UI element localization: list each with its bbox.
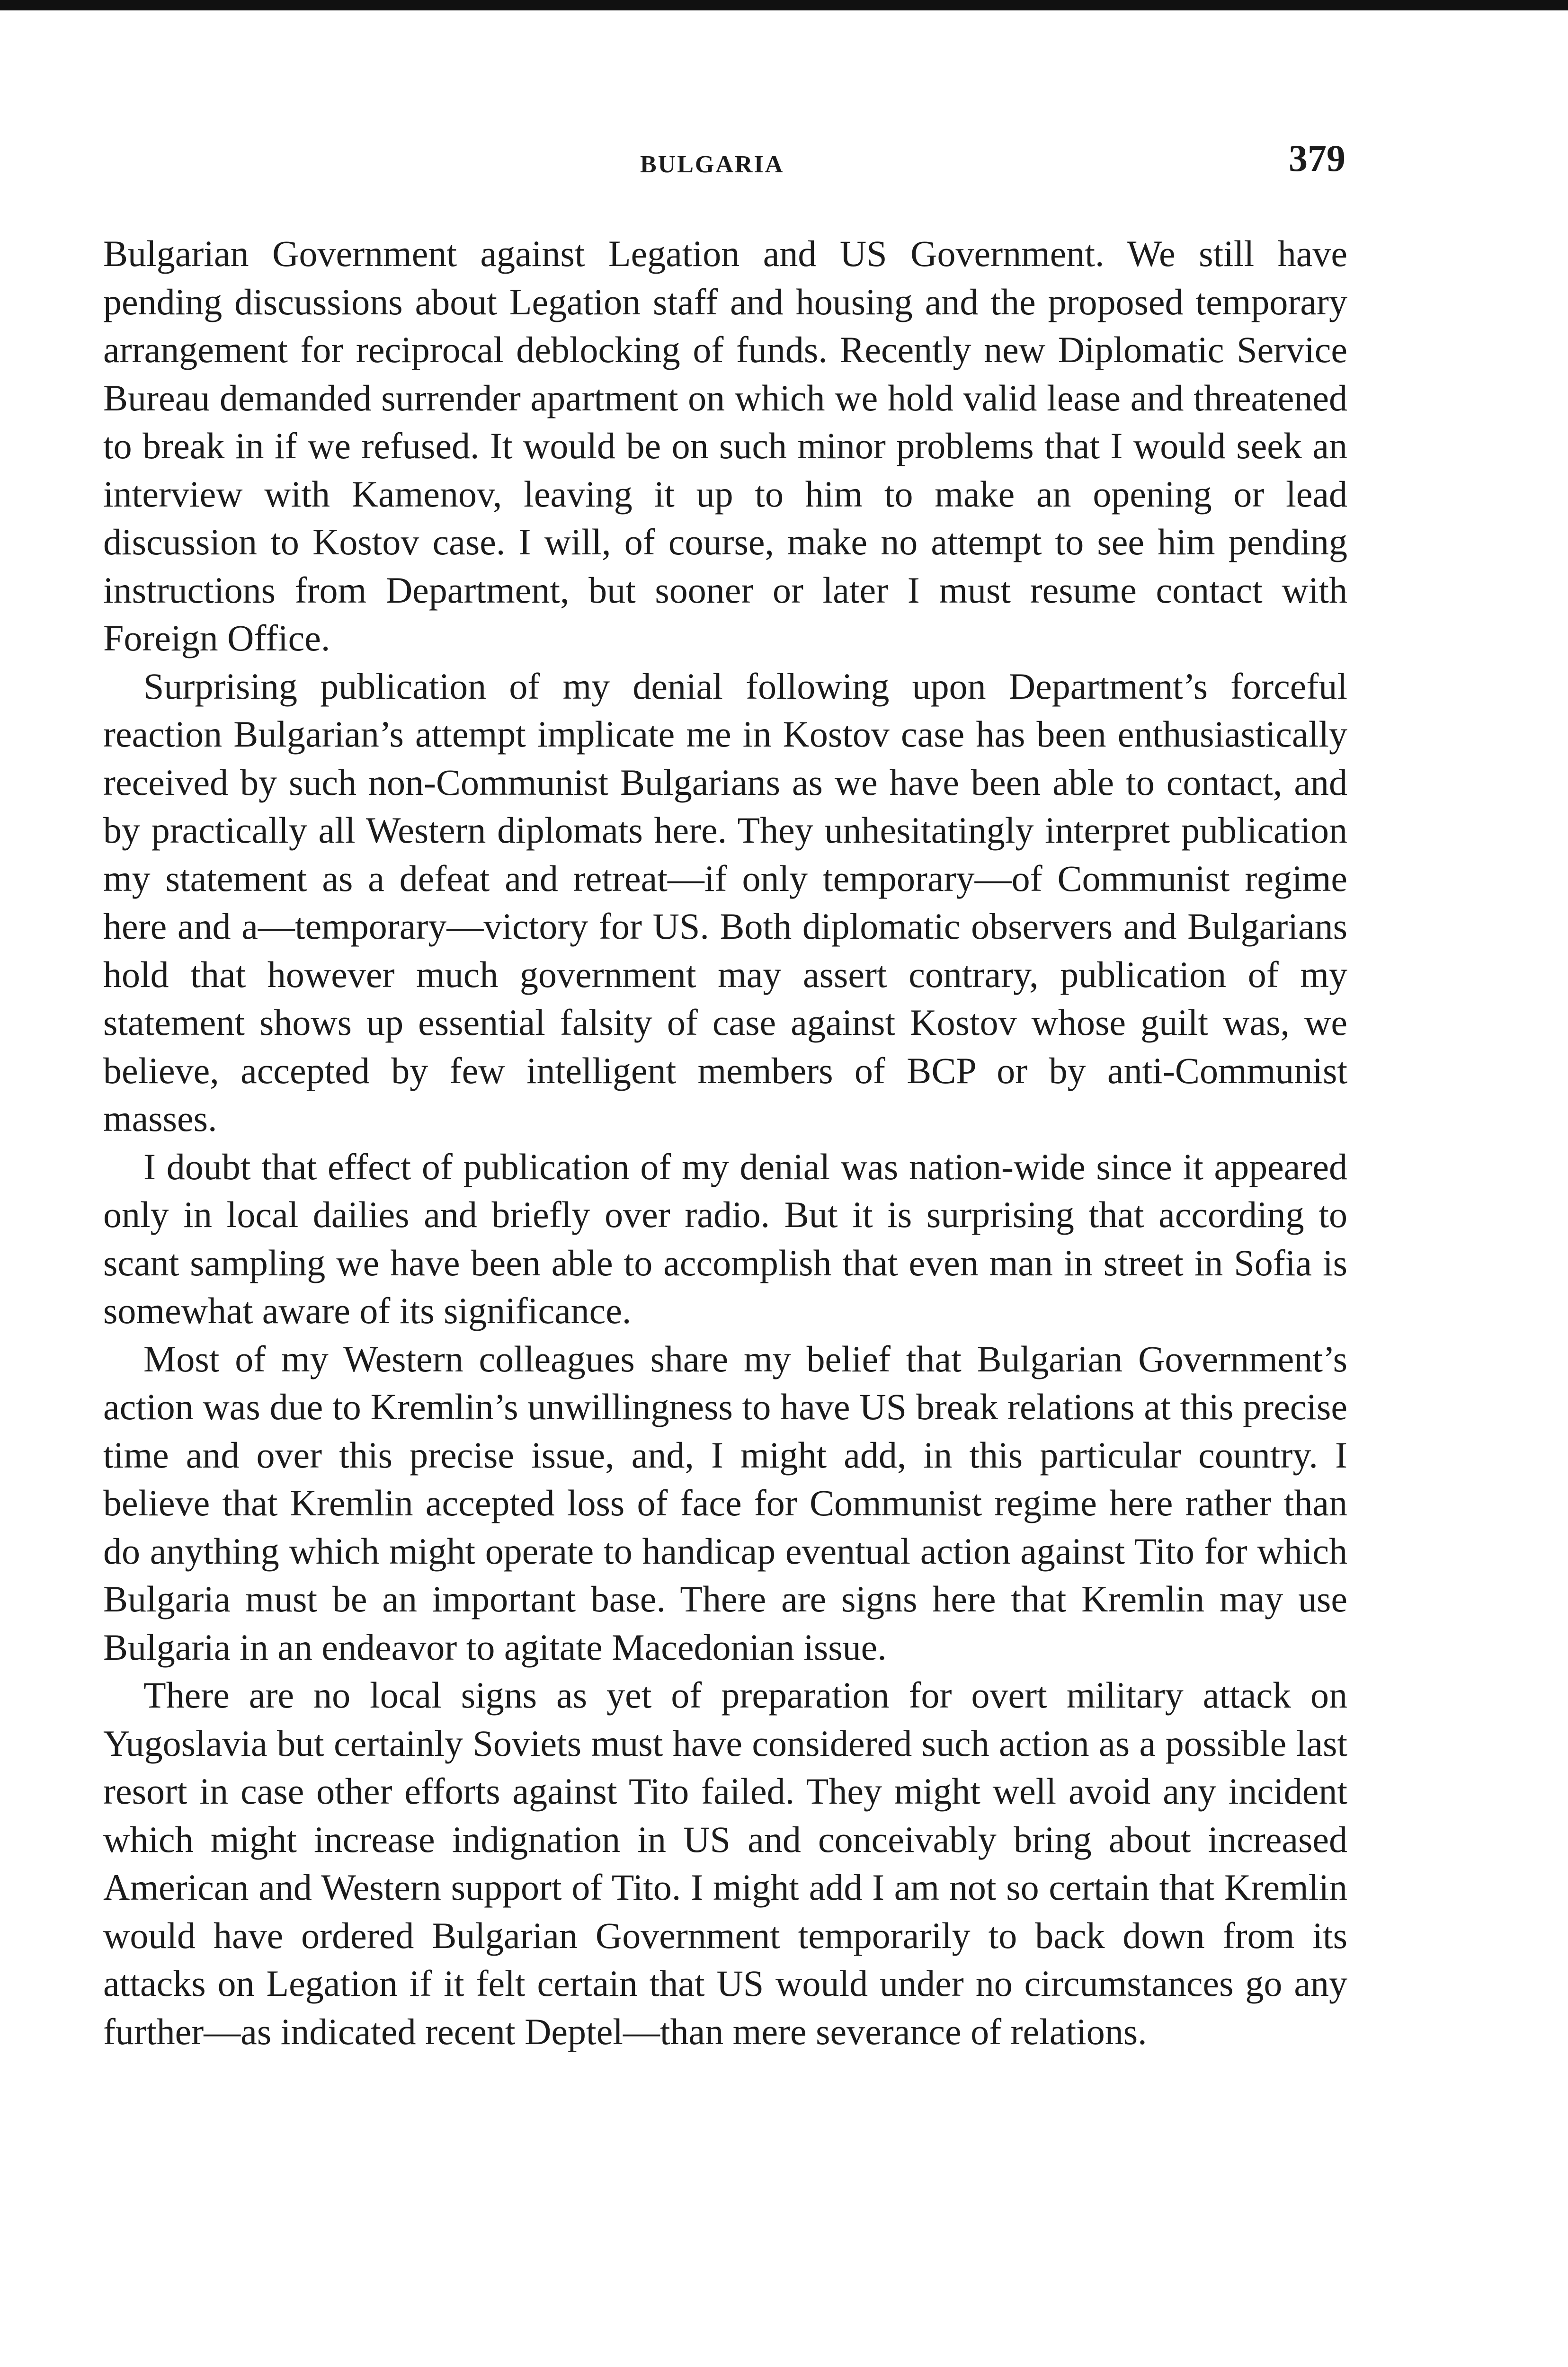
paragraph-1: Bulgarian Government against Legation and US Government. We still have pending discussions about Legation staff and housing and the proposed temporary arrangement for reciprocal deblocking of funds. Recently new Diplomatic Service Bureau demanded surrender apartment on which we hold valid lease and threatened to break in if we refused. It would be on such minor problems that I would seek an interview with Kamenov, leaving it up to him to make an opening or lead discussion to Kostov case. I will, of course, make no attempt to see him pending instructions from Department, but sooner or later I must resume contact with Foreign Office. — [103, 233, 1347, 658]
running-head: BULGARIA — [640, 151, 784, 178]
top-border-rule — [0, 0, 1568, 10]
paragraph-5: There are no local signs as yet of preparation for overt military attack on Yugoslavia but certainly Soviets must have considered such action as a possible last resort in case other efforts against Tito failed. They might well avoid any incident which might increase indignation in US and conceivably bring about increased American and Western support of Tito. I might add I am not so certain that Kremlin would have ordered Bulgarian Government temporarily to back down from its attacks on Legation if it felt certain that US would under no circumstances go any further—as indicated recent Deptel—than mere severance of relations. — [103, 1674, 1347, 2052]
paragraph-4: Most of my Western colleagues share my belief that Bulgarian Government’s action was due to Kremlin’s unwillingness to have US break relations at this precise time and over this precise issue, and, I might add, in this particular country. I believe that Kremlin accepted loss of face for Communist regime here rather than do anything which might operate to handicap eventual action against Tito for which Bulgaria must be an important base. There are signs here that Kremlin may use Bulgaria in an endeavor to agitate Macedonian issue. — [103, 1338, 1347, 1668]
page-number: 379 — [1289, 138, 1345, 179]
paragraph-3: I doubt that effect of publication of my denial was nation-wide since it appeared only in local dailies and briefly over radio. But it is surprising that according to scant sampling we have been able to accomplish that even man in street in Sofia is somewhat aware of its significance. — [103, 1146, 1347, 1331]
body-text — [103, 230, 1347, 2056]
paragraph-2: Surprising publication of my denial following upon Department’s forceful reaction Bulgarian’s attempt implicate me in Kostov case has been enthusiastically received by such non-Communist Bulgarians as we have been able to contact, and by practically all Western diplomats here. They unhesitatingly interpret publication my statement as a defeat and retreat—if only temporary—of Communist regime here and a—temporary—victory for US. Both diplomatic observers and Bulgarians hold that however much government may assert contrary, publication of my statement shows up essential falsity of case against Kostov whose guilt was, we believe, accepted by few intelligent members of BCP or by anti-Communist masses. — [103, 665, 1347, 1139]
